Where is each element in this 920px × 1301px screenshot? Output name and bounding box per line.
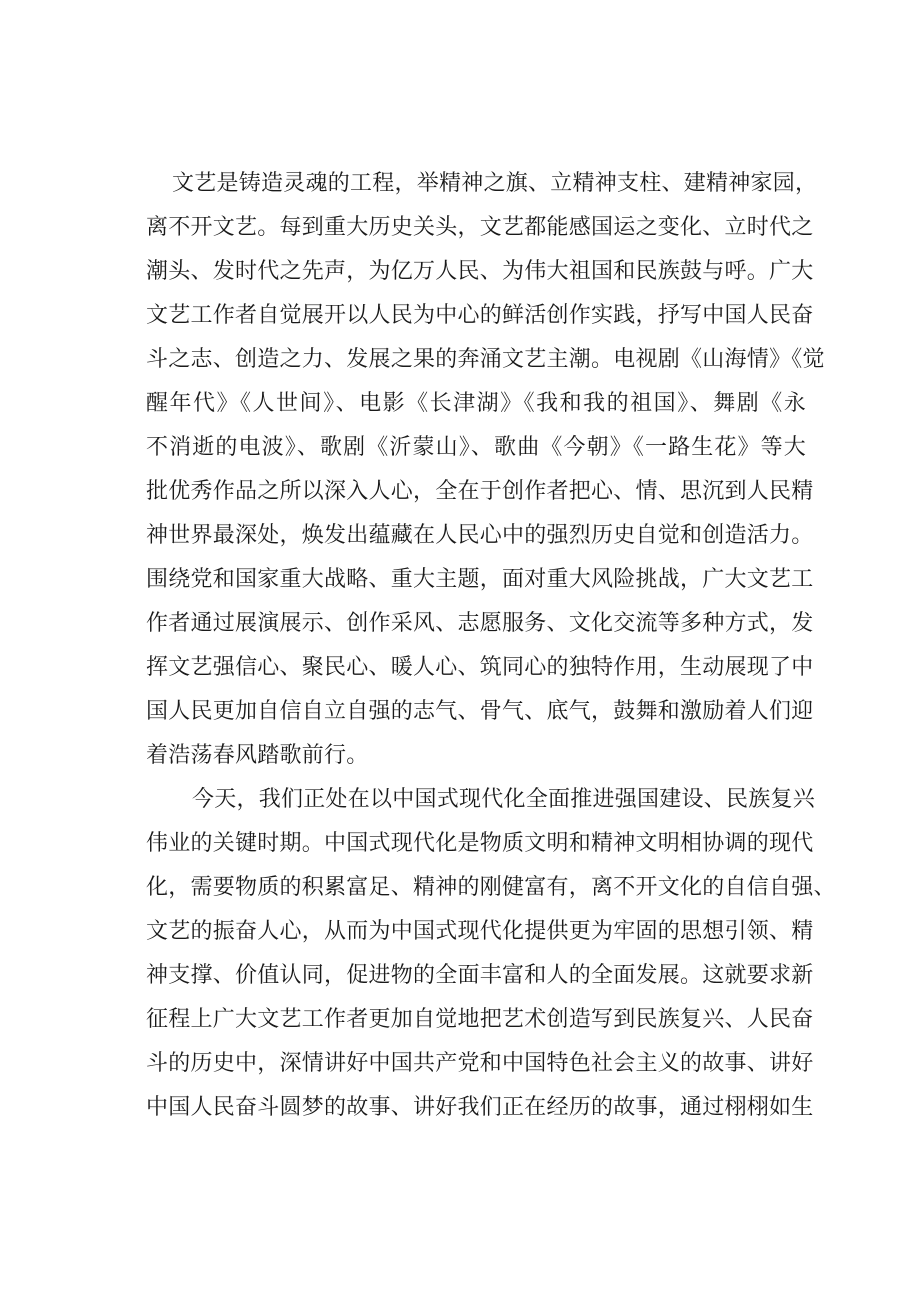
text-line: 不消逝的电波》、歌剧《沂蒙山》、歌曲《今朝》《一路生花》等大 [146,435,806,460]
text-line: 醒年代》《人世间》、电影《长津湖》《我和我的祖国》、舞剧《永 [146,391,806,416]
text-line: 化，需要物质的积累富足、精神的刚健富有，离不开文化的自信自强、 [146,875,836,900]
text-line: 神世界最深处，焕发出蕴藏在人民心中的强烈历史自觉和创造活力。 [146,523,814,548]
text-line: 斗的历史中，深情讲好中国共产党和中国特色社会主义的故事、讲好 [146,1051,814,1076]
text-line: 作者通过展演展示、创作采风、志愿服务、文化交流等多种方式，发 [146,611,814,636]
text-line: 文艺工作者自觉展开以人民为中心的鲜活创作实践，抒写中国人民奋 [146,303,814,328]
text-line: 斗之志、创造之力、发展之果的奔涌文艺主潮。电视剧《山海情》《觉 [146,347,825,372]
text-line: 围绕党和国家重大战略、重大主题，面对重大风险挑战，广大文艺工 [146,567,814,592]
text-line: 文艺是铸造灵魂的工程，举精神之旗、立精神支柱、建精神家园， [172,171,818,196]
text-line: 征程上广大文艺工作者更加自觉地把艺术创造写到民族复兴、人民奋 [146,1007,814,1032]
text-line: 潮头、发时代之先声，为亿万人民、为伟大祖国和民族鼓与呼。广大 [146,259,814,284]
text-line: 着浩荡春风踏歌前行。 [146,743,369,768]
text-line: 中国人民奋斗圆梦的故事、讲好我们正在经历的故事，通过栩栩如生 [146,1095,814,1120]
text-line: 批优秀作品之所以深入人心，全在于创作者把心、情、思沉到人民精 [146,479,814,504]
text-line: 今天，我们正处在以中国式现代化全面推进强国建设、民族复兴 [192,787,816,812]
text-line: 神支撑、价值认同，促进物的全面丰富和人的全面发展。这就要求新 [146,963,814,988]
text-line: 文艺的振奋人心，从而为中国式现代化提供更为牢固的思想引领、精 [146,919,814,944]
text-line: 伟业的关键时期。中国式现代化是物质文明和精神文明相协调的现代 [146,831,814,856]
text-line: 离不开文艺。每到重大历史关头，文艺都能感国运之变化、立时代之 [146,215,814,240]
text-line: 挥文艺强信心、聚民心、暖人心、筑同心的独特作用，生动展现了中 [146,655,814,680]
text-line: 国人民更加自信自立自强的志气、骨气、底气，鼓舞和激励着人们迎 [146,699,814,724]
